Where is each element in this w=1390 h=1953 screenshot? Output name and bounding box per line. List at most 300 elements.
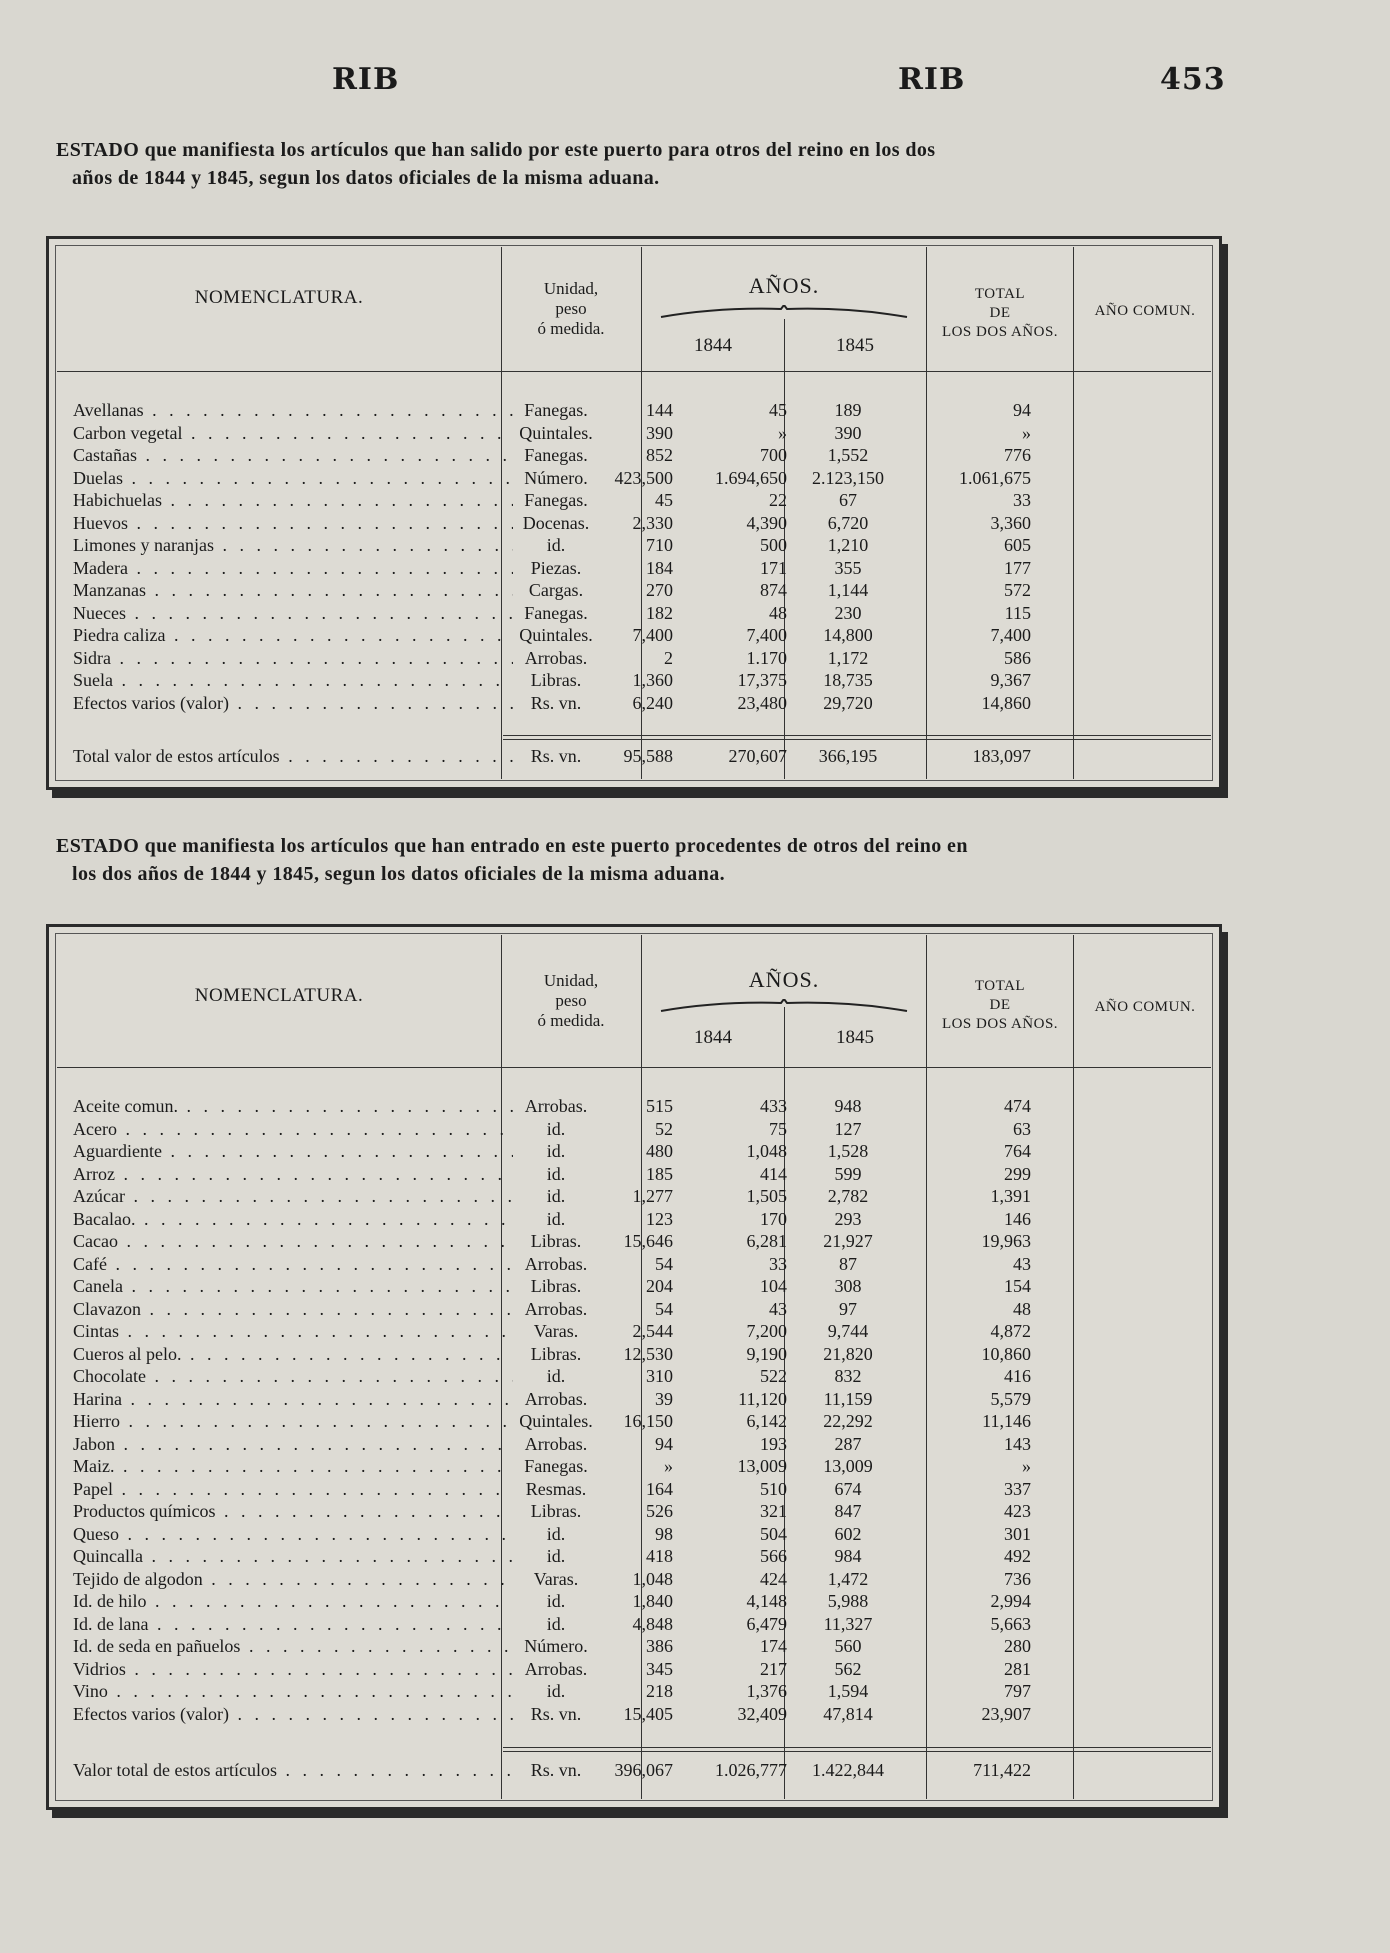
- value-1844: 423,500: [614, 467, 673, 488]
- item-name: Papel . . .: [73, 1478, 513, 1500]
- value-total: 1,210: [827, 535, 869, 555]
- value-1844: 480: [646, 1141, 673, 1161]
- item-unit: Arrobas.: [524, 1658, 588, 1679]
- value-ano-comun: 764: [1004, 1141, 1031, 1161]
- item-unit: Arrobas.: [524, 1298, 588, 1319]
- value-ano-comun: 299: [1004, 1163, 1031, 1184]
- item-name: Valor total de estos artículos . . .: [73, 1759, 513, 1781]
- item-name: Castañas . . .: [73, 444, 513, 466]
- item-unit: id.: [546, 1366, 566, 1386]
- item-name: Sidra . . .: [73, 647, 513, 669]
- caption-continuation: años de 1844 y 1845, segun los datos oficiales de la misma aduana.: [72, 167, 660, 189]
- value-1845: 1.694,650: [715, 467, 787, 488]
- value-1845: 7,400: [746, 625, 787, 645]
- value-ano-comun: 1,391: [990, 1186, 1031, 1206]
- item-name: Cacao . . .: [73, 1230, 513, 1252]
- item-name: Clavazon . . .: [73, 1298, 513, 1320]
- item-name: Id. de lana . . .: [73, 1613, 513, 1635]
- item-name: Tejido de algodon . . .: [73, 1568, 513, 1590]
- value-1844: 98: [655, 1523, 673, 1544]
- item-name: Piedra caliza . . .: [73, 624, 513, 646]
- value-ano-comun: 43: [1013, 1253, 1031, 1274]
- item-unit: id.: [546, 1523, 566, 1544]
- table-row: [49, 1388, 1219, 1410]
- value-total: 5,988: [827, 1591, 869, 1611]
- item-name: Efectos varios (valor) . . .: [73, 1703, 513, 1725]
- item-name: Productos químicos . . .: [73, 1500, 513, 1522]
- value-ano-comun: 33: [1013, 490, 1031, 510]
- value-ano-comun: 9,367: [990, 670, 1031, 690]
- item-name: Nueces . . .: [73, 602, 513, 624]
- item-name: Queso . . .: [73, 1523, 513, 1545]
- value-1845: 75: [769, 1118, 787, 1139]
- item-unit: Libras.: [530, 1343, 582, 1364]
- total-row: [49, 1759, 1219, 1781]
- table-row: [49, 1545, 1219, 1567]
- item-unit: id.: [546, 1208, 566, 1229]
- value-1845: 4,390: [746, 512, 787, 533]
- value-ano-comun: 736: [1004, 1568, 1031, 1589]
- table-row: [49, 444, 1219, 466]
- value-total: 287: [834, 1433, 862, 1454]
- item-unit: Libras.: [530, 1276, 582, 1296]
- value-total: 189: [834, 400, 862, 420]
- caption-continuation: los dos años de 1844 y 1845, segun los datos oficiales de la misma aduana.: [72, 863, 726, 885]
- value-total: 11,159: [823, 1388, 873, 1409]
- col-header-ano-comun: AÑO COMUN.: [1094, 999, 1196, 1015]
- item-unit: Libras.: [530, 670, 582, 690]
- value-1845: 6,281: [746, 1231, 787, 1251]
- table-row: [49, 1455, 1219, 1477]
- table-2: [46, 924, 1222, 1810]
- value-total: 2.123,150: [812, 467, 884, 488]
- value-1845: 43: [769, 1298, 787, 1319]
- value-1845: 193: [760, 1433, 787, 1454]
- table-row: [49, 557, 1219, 579]
- value-ano-comun: 301: [1004, 1523, 1031, 1544]
- value-total: 1,172: [827, 647, 869, 668]
- item-unit: Arrobas.: [524, 1096, 588, 1116]
- value-1845: 4,148: [746, 1591, 787, 1611]
- value-total: 674: [834, 1478, 862, 1499]
- value-1844: 182: [646, 602, 673, 623]
- value-1844: 15,405: [623, 1703, 673, 1724]
- value-ano-comun: 711,422: [973, 1760, 1031, 1780]
- item-unit: id.: [546, 1186, 566, 1206]
- value-ano-comun: 183,097: [972, 746, 1031, 766]
- value-total: 6,720: [827, 512, 869, 533]
- item-name: Acero . . .: [73, 1118, 513, 1140]
- value-ano-comun: 281: [1004, 1658, 1031, 1679]
- item-unit: Arrobas.: [524, 1253, 588, 1274]
- item-name: Canela . . .: [73, 1275, 513, 1297]
- table-row: [49, 647, 1219, 669]
- value-1845: 9,190: [746, 1343, 787, 1364]
- value-1845: 104: [760, 1276, 787, 1296]
- value-ano-comun: 2,994: [990, 1591, 1031, 1611]
- value-1844: 12,530: [623, 1343, 673, 1364]
- value-ano-comun: 94: [1013, 400, 1031, 420]
- item-name: Vidrios . . .: [73, 1658, 513, 1680]
- running-head-left: RIB: [332, 62, 400, 97]
- value-total: 602: [834, 1523, 862, 1544]
- item-unit: id.: [546, 1591, 566, 1611]
- item-unit: Rs. vn.: [530, 692, 582, 713]
- value-total: 29,720: [823, 692, 873, 713]
- value-1845: 1.026,777: [715, 1760, 787, 1780]
- value-1845: 13,009: [737, 1456, 787, 1476]
- item-name: Cintas . . .: [73, 1320, 513, 1342]
- value-ano-comun: 4,872: [990, 1321, 1031, 1341]
- value-total: 21,927: [823, 1231, 873, 1251]
- item-name: Id. de hilo . . .: [73, 1590, 513, 1612]
- value-1844: 852: [646, 445, 673, 465]
- value-1844: 15,646: [623, 1231, 673, 1251]
- value-ano-comun: 337: [1004, 1478, 1031, 1499]
- value-total: 67: [839, 490, 857, 510]
- value-total: 1.422,844: [812, 1760, 884, 1780]
- item-unit: Quintales.: [519, 422, 593, 443]
- col-header-nomenclatura: NOMENCLATURA.: [194, 985, 364, 1006]
- value-total: 847: [834, 1501, 862, 1521]
- item-unit: Arrobas.: [524, 1388, 588, 1409]
- table-row: [49, 1140, 1219, 1162]
- value-1845: 433: [760, 1096, 787, 1116]
- table-row: [49, 692, 1219, 714]
- item-name: Duelas . . .: [73, 467, 513, 489]
- value-total: 560: [834, 1636, 862, 1656]
- item-name: Harina . . .: [73, 1388, 513, 1410]
- table-row: [49, 1433, 1219, 1455]
- value-ano-comun: 416: [1004, 1366, 1031, 1386]
- value-1844: 4,848: [632, 1613, 673, 1634]
- col-header-unidad: Unidad, peso ó medida.: [537, 971, 605, 1030]
- value-total: 230: [834, 602, 862, 623]
- item-name: Total valor de estos artículos . . .: [73, 745, 513, 767]
- value-1844: 1,048: [632, 1568, 673, 1589]
- col-header-1845: 1845: [836, 335, 874, 356]
- value-1845: 174: [760, 1636, 787, 1656]
- value-1845: 33: [769, 1253, 787, 1274]
- value-ano-comun: 63: [1013, 1118, 1031, 1139]
- value-total: 1,528: [827, 1141, 869, 1161]
- value-ano-comun: 586: [1004, 647, 1031, 668]
- value-1844: 144: [646, 400, 673, 420]
- item-unit: Fanegas.: [524, 490, 588, 510]
- value-1845: 500: [760, 535, 787, 555]
- value-1844: 123: [646, 1208, 673, 1229]
- col-header-1844: 1844: [694, 1027, 732, 1048]
- value-total: 599: [834, 1163, 862, 1184]
- value-ano-comun: 14,860: [981, 692, 1031, 713]
- value-total: 1,594: [827, 1681, 869, 1701]
- item-unit: id.: [546, 1613, 566, 1634]
- table-row: [49, 1613, 1219, 1635]
- item-name: Aceite comun. . . .: [73, 1095, 513, 1117]
- table-row: [49, 1298, 1219, 1320]
- item-name: Arroz . . .: [73, 1163, 513, 1185]
- item-name: Avellanas . . .: [73, 399, 513, 421]
- value-ano-comun: 3,360: [990, 512, 1031, 533]
- item-unit: Arrobas.: [524, 1433, 588, 1454]
- value-1844: 16,150: [623, 1411, 673, 1431]
- table-row: [49, 1095, 1219, 1117]
- table-1-caption: [56, 136, 1226, 192]
- item-unit: id.: [546, 1141, 566, 1161]
- value-ano-comun: 11,146: [982, 1411, 1031, 1431]
- value-1844: 2: [664, 647, 673, 668]
- caption-text: que manifiesta los artículos que han entrado en este puerto procedentes de otros del reino en: [144, 835, 968, 857]
- table-row: [49, 1590, 1219, 1612]
- item-unit: id.: [546, 1118, 566, 1139]
- item-name: Vino . . .: [73, 1680, 513, 1702]
- value-1844: 164: [646, 1478, 673, 1499]
- value-total: 293: [834, 1208, 862, 1229]
- value-total: 948: [834, 1096, 862, 1116]
- table-row: [49, 1500, 1219, 1522]
- item-unit: Varas.: [533, 1568, 579, 1589]
- col-header-1844: 1844: [694, 335, 732, 356]
- value-1845: 11,120: [738, 1388, 787, 1409]
- value-1845: 7,200: [746, 1321, 787, 1341]
- value-ano-comun: 48: [1013, 1298, 1031, 1319]
- item-name: Id. de seda en pañuelos . . .: [73, 1635, 513, 1657]
- value-1845: »: [778, 422, 787, 443]
- value-ano-comun: 115: [1004, 602, 1031, 623]
- value-1845: 414: [760, 1163, 787, 1184]
- item-name: Limones y naranjas . . .: [73, 534, 513, 556]
- caption-text: que manifiesta los artículos que han salido por este puerto para otros del reino en los dos: [144, 139, 936, 161]
- item-name: Maiz. . . .: [73, 1455, 513, 1477]
- col-header-total: TOTAL DE LOS DOS AÑOS.: [941, 978, 1059, 1032]
- value-ano-comun: 154: [1004, 1276, 1031, 1296]
- value-1844: 94: [655, 1433, 673, 1454]
- caption-lead: ESTADO: [56, 139, 140, 161]
- item-name: Azúcar . . .: [73, 1185, 513, 1207]
- value-ano-comun: »: [1022, 422, 1031, 443]
- table-row: [49, 1523, 1219, 1545]
- value-total: 127: [834, 1118, 862, 1139]
- item-unit: Número.: [524, 467, 588, 488]
- value-total: 1,472: [827, 1568, 869, 1589]
- table-row: [49, 1185, 1219, 1207]
- item-name: Suela . . .: [73, 669, 513, 691]
- item-name: Habichuelas . . .: [73, 489, 513, 511]
- value-1844: 390: [646, 422, 673, 443]
- value-total: 18,735: [823, 670, 873, 690]
- item-name: Café . . .: [73, 1253, 513, 1275]
- item-unit: Libras.: [530, 1231, 582, 1251]
- table-row: [49, 1230, 1219, 1252]
- col-header-anos: AÑOS.: [748, 967, 820, 992]
- value-1844: 345: [646, 1658, 673, 1679]
- value-total: 11,327: [823, 1613, 873, 1634]
- value-total: 87: [839, 1253, 857, 1274]
- value-1844: 204: [646, 1276, 673, 1296]
- table-row: [49, 1275, 1219, 1297]
- col-header-nomenclatura: NOMENCLATURA.: [194, 287, 364, 308]
- table-row: [49, 1253, 1219, 1275]
- item-unit: Fanegas.: [524, 400, 588, 420]
- value-1844: 218: [646, 1681, 673, 1701]
- value-ano-comun: 7,400: [990, 625, 1031, 645]
- value-ano-comun: 605: [1004, 535, 1031, 555]
- value-1844: 39: [655, 1388, 673, 1409]
- item-unit: id.: [546, 535, 566, 555]
- brace-icon: [659, 999, 909, 1013]
- value-ano-comun: 797: [1004, 1681, 1031, 1701]
- value-1845: 6,479: [746, 1613, 787, 1634]
- value-1844: 526: [646, 1501, 673, 1521]
- item-unit: Fanegas.: [524, 602, 588, 623]
- value-ano-comun: 143: [1004, 1433, 1031, 1454]
- value-total: 14,800: [823, 625, 873, 645]
- value-1845: 45: [769, 400, 787, 420]
- value-1844: 54: [655, 1253, 673, 1274]
- value-1844: 52: [655, 1118, 673, 1139]
- value-total: 47,814: [823, 1703, 873, 1724]
- value-1844: 6,240: [632, 692, 673, 713]
- table-row: [49, 399, 1219, 421]
- value-1844: 95,588: [623, 746, 673, 766]
- table-row: [49, 422, 1219, 444]
- value-1845: 504: [760, 1523, 787, 1544]
- item-name: Jabon . . .: [73, 1433, 513, 1455]
- table-row: [49, 669, 1219, 691]
- value-1845: 32,409: [737, 1703, 787, 1724]
- value-1845: 17,375: [737, 670, 787, 690]
- item-name: Cueros al pelo. . . .: [73, 1343, 513, 1365]
- table-row: [49, 1343, 1219, 1365]
- table-row: [49, 489, 1219, 511]
- value-total: 366,195: [818, 746, 878, 766]
- value-ano-comun: 23,907: [981, 1703, 1031, 1724]
- value-1844: 7,400: [632, 625, 673, 645]
- value-ano-comun: 5,663: [990, 1613, 1031, 1634]
- item-unit: Fanegas.: [524, 445, 588, 465]
- value-1844: 710: [646, 535, 673, 555]
- item-unit: Piezas.: [530, 557, 582, 578]
- item-name: Quincalla . . .: [73, 1545, 513, 1567]
- value-1845: 270,607: [728, 746, 787, 766]
- table-row: [49, 1478, 1219, 1500]
- value-total: 562: [834, 1658, 862, 1679]
- value-total: 9,744: [827, 1321, 869, 1341]
- value-1845: 321: [760, 1501, 787, 1521]
- table-row: [49, 1410, 1219, 1432]
- item-unit: Arrobas.: [524, 647, 588, 668]
- value-total: 22,292: [823, 1411, 873, 1431]
- value-1845: 1,376: [746, 1681, 787, 1701]
- value-ano-comun: 280: [1004, 1636, 1031, 1656]
- value-1844: 1,840: [632, 1591, 673, 1611]
- value-1844: »: [664, 1456, 673, 1476]
- value-ano-comun: 492: [1004, 1546, 1031, 1566]
- table-row: [49, 512, 1219, 534]
- table-row: [49, 534, 1219, 556]
- item-unit: Quintales.: [519, 625, 593, 645]
- value-1844: 184: [646, 557, 673, 578]
- item-name: Bacalao. . . .: [73, 1208, 513, 1230]
- value-1845: 1,505: [746, 1186, 787, 1206]
- item-unit: Fanegas.: [524, 1456, 588, 1476]
- value-ano-comun: 474: [1004, 1096, 1031, 1116]
- value-1845: 700: [760, 445, 787, 465]
- item-unit: Docenas.: [522, 512, 590, 533]
- value-1844: 2,544: [632, 1321, 673, 1341]
- item-unit: Libras.: [530, 1501, 582, 1521]
- table-row: [49, 602, 1219, 624]
- value-total: 2,782: [827, 1186, 869, 1206]
- item-name: Huevos . . .: [73, 512, 513, 534]
- value-1845: 171: [760, 557, 787, 578]
- value-1844: 418: [646, 1546, 673, 1566]
- value-total: 97: [839, 1298, 857, 1319]
- value-1845: 23,480: [737, 692, 787, 713]
- table-row: [49, 467, 1219, 489]
- table-row: [49, 1163, 1219, 1185]
- value-1844: 1,360: [632, 670, 673, 690]
- value-1844: 270: [646, 580, 673, 600]
- value-ano-comun: 10,860: [981, 1343, 1031, 1364]
- table-2-caption: [56, 832, 1226, 888]
- total-row: [49, 745, 1219, 767]
- value-ano-comun: 776: [1004, 445, 1031, 465]
- table-row: [49, 1320, 1219, 1342]
- item-unit: Rs. vn.: [530, 1703, 582, 1724]
- value-1845: 217: [760, 1658, 787, 1679]
- value-1845: 48: [769, 602, 787, 623]
- brace-icon: [659, 305, 909, 319]
- value-total: 832: [834, 1366, 862, 1386]
- table-row: [49, 1680, 1219, 1702]
- running-head-center: RIB: [898, 62, 966, 97]
- value-ano-comun: »: [1022, 1456, 1031, 1476]
- col-header-unidad: Unidad, peso ó medida.: [537, 279, 605, 338]
- table-row: [49, 624, 1219, 646]
- value-1845: 424: [760, 1568, 787, 1589]
- value-1845: 1,048: [746, 1141, 787, 1161]
- item-name: Manzanas . . .: [73, 579, 513, 601]
- table-row: [49, 579, 1219, 601]
- item-name: Carbon vegetal . . .: [73, 422, 513, 444]
- item-unit: id.: [546, 1546, 566, 1566]
- item-unit: Quintales.: [519, 1411, 593, 1431]
- value-1845: 22: [769, 490, 787, 510]
- value-1845: 874: [760, 580, 787, 600]
- value-ano-comun: 5,579: [990, 1388, 1031, 1409]
- value-1844: 396,067: [614, 1760, 673, 1780]
- item-unit: Varas.: [533, 1321, 579, 1341]
- value-total: 21,820: [823, 1343, 873, 1364]
- value-1845: 1.170: [746, 647, 787, 668]
- item-unit: Cargas.: [528, 580, 584, 600]
- item-name: Hierro . . .: [73, 1410, 513, 1432]
- table-1: [46, 236, 1222, 790]
- value-1844: 2,330: [632, 512, 673, 533]
- item-unit: Resmas.: [525, 1478, 587, 1499]
- item-unit: id.: [546, 1163, 566, 1184]
- value-1844: 1,277: [632, 1186, 673, 1206]
- table-row: [49, 1568, 1219, 1590]
- value-total: 984: [834, 1546, 862, 1566]
- item-unit: Rs. vn.: [530, 746, 582, 766]
- value-total: 1,144: [827, 580, 869, 600]
- col-header-total: TOTAL DE LOS DOS AÑOS.: [941, 286, 1059, 340]
- table-row: [49, 1703, 1219, 1725]
- value-1845: 170: [760, 1208, 787, 1229]
- value-total: 308: [834, 1276, 862, 1296]
